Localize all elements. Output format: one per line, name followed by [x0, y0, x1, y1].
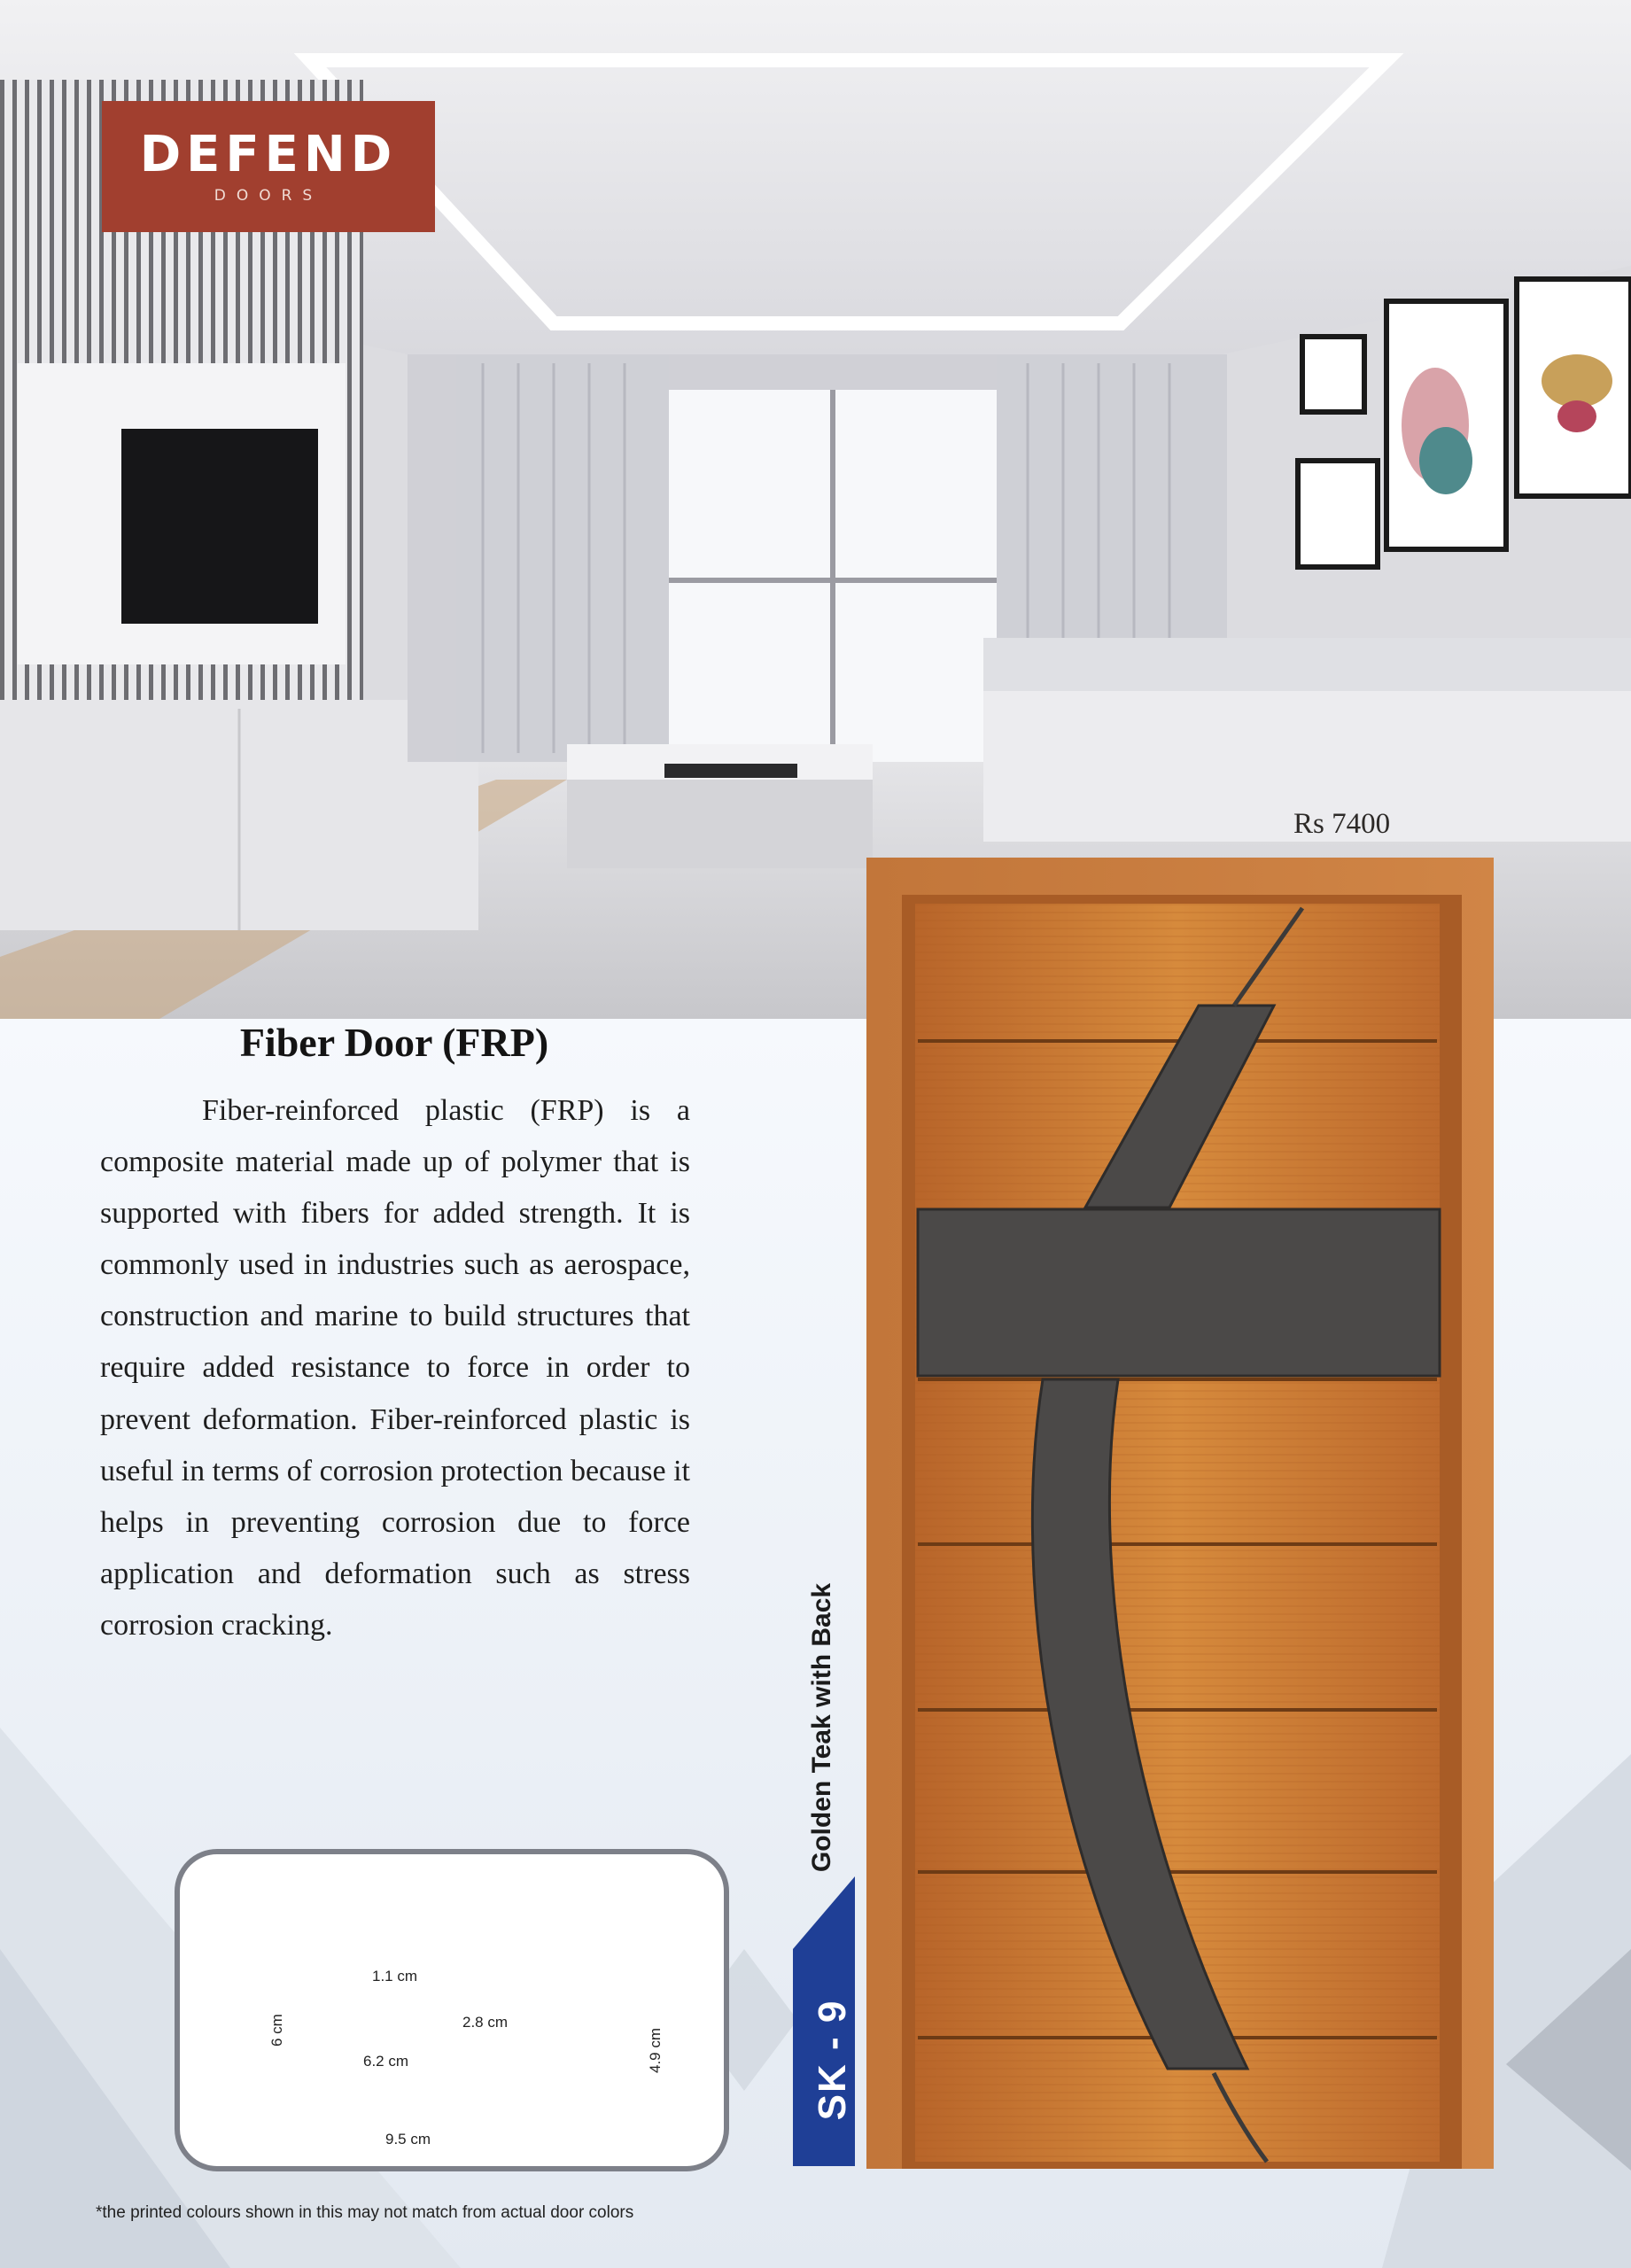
price-label: Rs 7400 — [1293, 808, 1391, 840]
product-title: Fiber Door (FRP) — [239, 1020, 549, 1065]
brand-sub: DOORS — [214, 186, 323, 205]
dim-6-2cm: 6.2 cm — [363, 2053, 409, 2070]
product-code: SK - 9 — [811, 1999, 854, 2121]
dim-4-9cm: 4.9 cm — [647, 2027, 664, 2073]
dim-1-1cm: 1.1 cm — [372, 1968, 418, 1984]
disclaimer: *the printed colours shown in this may not match from actual door colors — [96, 2203, 634, 2222]
dim-2-8cm: 2.8 cm — [462, 2014, 509, 2031]
finish-label: Golden Teak with Back — [807, 1582, 836, 1873]
dim-9-5cm: 9.5 cm — [385, 2131, 431, 2148]
product-description: Fiber-reinforced plastic (FRP) is a composite material made up of polymer that is supported with fibers for added strength. It is commonly used in industries such as aerospace, construction and marine to build structures that require added resistance to force in order to prevent deformation. Fiber-reinforced plastic is useful in terms of corrosion protection because it helps in preventing corrosion due to force application and deformation such as stress corrosion cracking. — [100, 1094, 690, 1642]
brand-name: DEFEND — [139, 125, 398, 183]
dim-6cm: 6 cm — [268, 2014, 285, 2047]
